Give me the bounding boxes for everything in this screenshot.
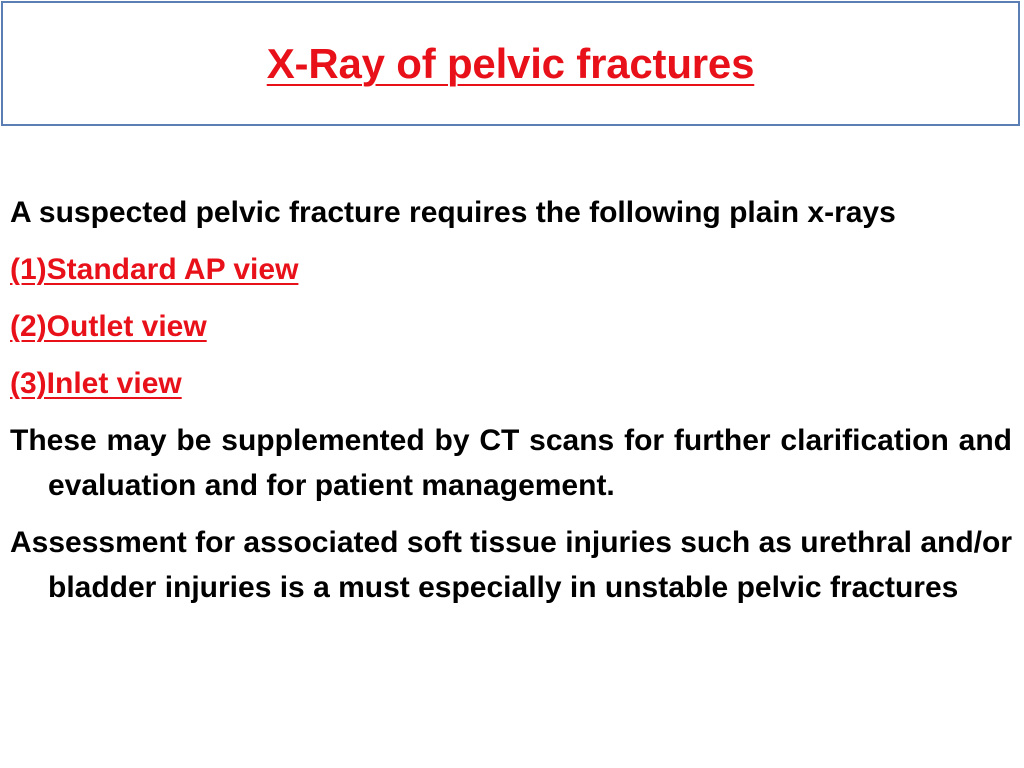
view-item-label: (3)Inlet view — [10, 367, 182, 400]
view-item-inlet — [10, 361, 1012, 406]
view-item-standard-ap — [10, 247, 1012, 292]
intro-paragraph: A suspected pelvic fracture requires the following plain x-rays — [10, 196, 896, 229]
view-item-outlet — [10, 304, 1012, 349]
slide-title: X-Ray of pelvic fractures — [266, 39, 755, 87]
assessment-paragraph: Assessment for associated soft tissue injuries such as urethral and/or bladder injuries is a must especially in unstable pelvic fractures — [10, 526, 1012, 604]
slide-body — [10, 190, 1012, 622]
title-box — [1, 1, 1020, 126]
view-item-label: (1)Standard AP view — [10, 253, 299, 286]
view-item-label: (2)Outlet view — [10, 310, 207, 343]
supplement-paragraph: These may be supplemented by CT scans for further clarification and evaluation and for patient management. — [10, 424, 1012, 502]
